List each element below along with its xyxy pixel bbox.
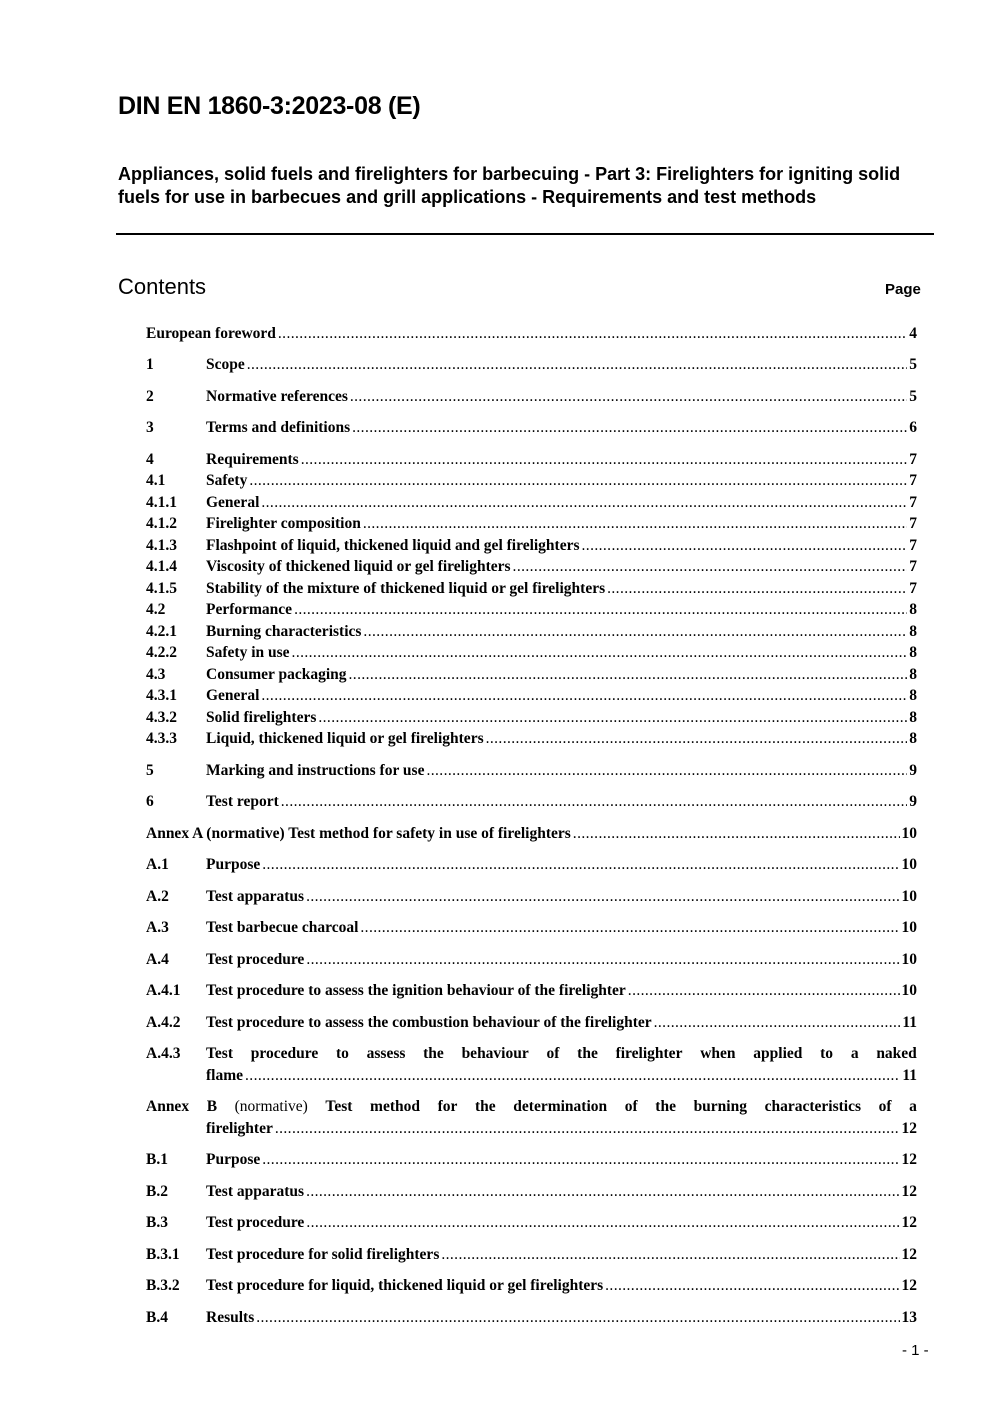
toc-entry-page: 8 (909, 623, 917, 640)
toc-entry-label: Scope (206, 356, 245, 373)
toc-entry-page: 7 (909, 451, 917, 468)
dot-leader (360, 918, 899, 938)
toc-entry-page: 10 (901, 951, 917, 968)
dot-leader (628, 981, 900, 1001)
toc-entry-a-4-3-continued[interactable] (146, 1066, 917, 1086)
word: method (370, 1098, 420, 1115)
toc-entry-number: A.4.3 (146, 1045, 181, 1062)
toc-entry-4-3-1[interactable] (146, 686, 917, 706)
toc-entry-4-1-2[interactable] (146, 514, 917, 534)
toc-entry-page: 13 (901, 1309, 917, 1326)
dot-leader (350, 387, 907, 407)
toc-entry-page: 11 (902, 1014, 917, 1031)
toc-entry-4-2-2[interactable] (146, 643, 917, 663)
dot-leader (486, 729, 908, 749)
toc-entry-label-line1 (206, 1044, 917, 1064)
toc-entry-number: A.3 (146, 919, 169, 936)
toc-entry-4-3-2[interactable] (146, 708, 917, 728)
word: behaviour (461, 1045, 529, 1062)
toc-entry-page: 8 (909, 709, 917, 726)
toc-entry-label: General (206, 687, 260, 704)
dot-leader (261, 493, 907, 513)
dot-leader (318, 708, 907, 728)
toc-entry-number: 4.1.2 (146, 515, 177, 532)
toc-entry-label: General (206, 494, 260, 511)
dot-leader (281, 792, 907, 812)
toc-entry-page: 10 (901, 888, 917, 905)
word: a (850, 1045, 859, 1062)
toc-entry-foreword[interactable] (146, 324, 917, 344)
toc-entry-label: Test procedure to assess the combustion behaviour of the firelighter (206, 1014, 652, 1031)
toc-entry-label: Annex A (normative) Test method for safety in use of firelighters (146, 825, 571, 842)
toc-entry-page: 5 (909, 356, 917, 373)
word: firelighter (615, 1045, 683, 1062)
word: Test (325, 1098, 353, 1115)
toc-entry-4-3-3[interactable] (146, 729, 917, 749)
toc-entry-5[interactable] (146, 761, 917, 781)
title-divider (116, 233, 934, 235)
toc-entry-b-3-2[interactable] (146, 1276, 917, 1296)
toc-entry-label: Test procedure to assess the ignition behaviour of the firelighter (206, 982, 626, 999)
toc-entry-label: Burning characteristics (206, 623, 362, 640)
toc-entry-number: 4.1.3 (146, 537, 177, 554)
toc-entry-page: 12 (901, 1183, 917, 1200)
toc-entry-page: 7 (909, 472, 917, 489)
toc-entry-4-1-5[interactable] (146, 579, 917, 599)
toc-entry-b-4[interactable] (146, 1308, 917, 1328)
toc-entry-page: 12 (901, 1151, 917, 1168)
toc-entry-a-2[interactable] (146, 887, 917, 907)
toc-entry-number: 4.3.1 (146, 687, 177, 704)
dot-leader (513, 557, 908, 577)
toc-entry-1[interactable] (146, 355, 917, 375)
toc-entry-number: A.4 (146, 951, 169, 968)
toc-entry-6[interactable] (146, 792, 917, 812)
toc-entry-number: 4.3.3 (146, 730, 177, 747)
toc-entry-number: A.4.1 (146, 982, 181, 999)
page-column-heading: Page (885, 281, 921, 298)
toc-entry-page: 9 (909, 762, 917, 779)
toc-entry-label: European foreword (146, 325, 276, 342)
toc-entry-label: Firelighter composition (206, 515, 361, 532)
word: naked (876, 1045, 917, 1062)
word: a (909, 1098, 917, 1115)
toc-entry-number: B.3 (146, 1214, 168, 1231)
word: procedure (250, 1045, 319, 1062)
dot-leader (275, 1119, 900, 1139)
dot-leader (292, 643, 908, 663)
toc-entry-label: Normative references (206, 388, 348, 405)
toc-entry-number: B.2 (146, 1183, 168, 1200)
toc-entry-annex-b[interactable] (146, 1097, 917, 1117)
word: the (655, 1098, 676, 1115)
dot-leader (363, 622, 907, 642)
toc-entry-label: Performance (206, 601, 293, 618)
toc-entry-page: 10 (901, 982, 917, 999)
page-number: - 1 - (902, 1342, 929, 1359)
toc-entry-page: 8 (909, 666, 917, 683)
toc-entry-4-1-4[interactable] (146, 557, 917, 577)
toc-entry-page: 4 (909, 325, 917, 342)
toc-entry-number: 2 (146, 388, 154, 405)
word: of (878, 1098, 892, 1115)
toc-entry-number: A.4.2 (146, 1014, 181, 1031)
toc-entry-label: Test procedure for solid firelighters (206, 1246, 440, 1263)
word: to (335, 1045, 349, 1062)
dot-leader (352, 418, 907, 438)
document-id: DIN EN 1860-3:2023-08 (E) (118, 92, 421, 120)
toc-entry-number: B.1 (146, 1151, 168, 1168)
toc-entry-a-4-1[interactable] (146, 981, 917, 1001)
toc-entry-page: 12 (901, 1277, 917, 1294)
toc-entry-label: Test procedure for liquid, thickened liquid or gel firelighters (206, 1277, 604, 1294)
toc-entry-annex-a[interactable] (146, 824, 917, 844)
toc-entry-label: Test apparatus (206, 888, 305, 905)
toc-entry-4-2-1[interactable] (146, 622, 917, 642)
toc-entry-number: 4.1.1 (146, 494, 177, 511)
toc-entry-label: Safety (206, 472, 248, 489)
toc-entry-page: 6 (909, 419, 917, 436)
toc-entry-a-4-3[interactable] (146, 1044, 917, 1064)
toc-entry-label: Solid firelighters (206, 709, 317, 726)
toc-entry-page: 12 (901, 1214, 917, 1231)
dot-leader (605, 1276, 899, 1296)
toc-entry-page: 8 (909, 644, 917, 661)
word: the (423, 1045, 444, 1062)
dot-leader (582, 536, 908, 556)
toc-entry-a-4-2[interactable] (146, 1013, 917, 1033)
toc-entry-3[interactable] (146, 418, 917, 438)
toc-entry-number: A.2 (146, 888, 169, 905)
toc-entry-label: Test procedure (206, 951, 305, 968)
dot-leader (654, 1013, 901, 1033)
toc-entry-label: Purpose (206, 1151, 261, 1168)
word: (normative) (234, 1098, 308, 1115)
word: Test (206, 1045, 233, 1062)
toc-entry-label: firelighter (206, 1120, 273, 1137)
toc-entry-page: 10 (901, 919, 917, 936)
dot-leader (426, 761, 907, 781)
toc-entry-label: Terms and definitions (206, 419, 351, 436)
toc-entry-page: 7 (909, 494, 917, 511)
toc-entry-4-1-3[interactable] (146, 536, 917, 556)
toc-entry-number: 4.2.2 (146, 644, 177, 661)
toc-entry-4[interactable] (146, 450, 917, 470)
toc-entry-page: 11 (902, 1067, 917, 1084)
toc-entry-page: 12 (901, 1120, 917, 1137)
toc-entry-page: 9 (909, 793, 917, 810)
toc-entry-page: 8 (909, 601, 917, 618)
dot-leader (306, 887, 899, 907)
toc-entry-label: Marking and instructions for use (206, 762, 425, 779)
toc-entry-a-1[interactable] (146, 855, 917, 875)
toc-entry-page: 10 (901, 825, 917, 842)
dot-leader (349, 665, 908, 685)
toc-entry-b-1[interactable] (146, 1150, 917, 1170)
dot-leader (262, 855, 899, 875)
toc-entry-b-3[interactable] (146, 1213, 917, 1233)
toc-entry-number: B.4 (146, 1309, 168, 1326)
word: when (700, 1045, 736, 1062)
document-title: Appliances, solid fuels and firelighters for barbecuing - Part 3: Firelighters for igniting solid fuels for use in barbecues and grill applications - Requirements and test methods (118, 164, 901, 207)
word: B (206, 1098, 218, 1115)
toc-entry-annex-b-continued[interactable] (146, 1119, 917, 1139)
dot-leader (441, 1245, 899, 1265)
toc-entry-number: 4.1.4 (146, 558, 177, 575)
word: determination (513, 1098, 608, 1115)
toc-entry-number: 5 (146, 762, 154, 779)
toc-entry-number: 6 (146, 793, 154, 810)
toc-entry-number: 4.2 (146, 601, 166, 618)
dot-leader (247, 355, 908, 375)
toc-entry-page: 7 (909, 537, 917, 554)
dot-leader (363, 514, 907, 534)
dot-leader (262, 1150, 899, 1170)
toc-entry-number: 3 (146, 419, 154, 436)
toc-entry-label-line1 (146, 1097, 917, 1117)
dot-leader (306, 1213, 899, 1233)
dot-leader (256, 1308, 899, 1328)
toc-entry-label: Stability of the mixture of thickened liquid or gel firelighters (206, 580, 606, 597)
toc-entry-number: 1 (146, 356, 154, 373)
toc-entry-number: B.3.2 (146, 1277, 180, 1294)
dot-leader (573, 824, 900, 844)
toc-entry-label: Requirements (206, 451, 299, 468)
toc-entry-a-4[interactable] (146, 950, 917, 970)
toc-entry-2[interactable] (146, 387, 917, 407)
toc-entry-number: 4.3.2 (146, 709, 177, 726)
word: characteristics (764, 1098, 861, 1115)
toc-entry-page: 8 (909, 730, 917, 747)
toc-entry-b-3-1[interactable] (146, 1245, 917, 1265)
toc-entry-a-3[interactable] (146, 918, 917, 938)
toc-entry-page: 5 (909, 388, 917, 405)
toc-entry-label: Liquid, thickened liquid or gel firelighters (206, 730, 484, 747)
toc-entry-number: 4.2.1 (146, 623, 177, 640)
word: of (546, 1045, 560, 1062)
dot-leader (261, 686, 907, 706)
toc-entry-label: Safety in use (206, 644, 290, 661)
dot-leader (278, 324, 907, 344)
toc-entry-4-1[interactable] (146, 471, 917, 491)
toc-entry-b-2[interactable] (146, 1182, 917, 1202)
word: assess (366, 1045, 406, 1062)
dot-leader (607, 579, 907, 599)
word: burning (693, 1098, 747, 1115)
dot-leader (294, 600, 907, 620)
toc-entry-page: 10 (901, 856, 917, 873)
toc-entry-number: B.3.1 (146, 1246, 180, 1263)
word: the (577, 1045, 598, 1062)
toc-entry-label: flame (206, 1067, 244, 1084)
toc-entry-label: Purpose (206, 856, 261, 873)
toc-entry-number: 4.1 (146, 472, 166, 489)
toc-entry-4-1-1[interactable] (146, 493, 917, 513)
toc-entry-label: Flashpoint of liquid, thickened liquid and gel firelighters (206, 537, 580, 554)
toc-entry-page: 7 (909, 558, 917, 575)
toc-entry-label: Results (206, 1309, 255, 1326)
toc-entry-number: 4.1.5 (146, 580, 177, 597)
word: the (475, 1098, 496, 1115)
toc-entry-label: Test procedure (206, 1214, 305, 1231)
dot-leader (301, 450, 908, 470)
toc-entry-label: Consumer packaging (206, 666, 347, 683)
toc-entry-number: 4 (146, 451, 154, 468)
toc-entry-page: 7 (909, 580, 917, 597)
dot-leader (306, 1182, 899, 1202)
word: for (437, 1098, 458, 1115)
toc-entry-label: Viscosity of thickened liquid or gel firelighters (206, 558, 511, 575)
toc-entry-4-3[interactable] (146, 665, 917, 685)
toc-entry-page: 8 (909, 687, 917, 704)
toc-entry-page: 12 (901, 1246, 917, 1263)
toc-entry-label: Test report (206, 793, 279, 810)
word: Annex (146, 1098, 190, 1115)
toc-entry-page: 7 (909, 515, 917, 532)
word: to (820, 1045, 834, 1062)
toc-entry-label: Test apparatus (206, 1183, 305, 1200)
contents-heading: Contents (118, 274, 207, 299)
toc-entry-4-2[interactable] (146, 600, 917, 620)
toc-entry-label: Test barbecue charcoal (206, 919, 359, 936)
dot-leader (306, 950, 899, 970)
toc-entry-number: 4.3 (146, 666, 166, 683)
word: of (624, 1098, 638, 1115)
toc-entry-number: A.1 (146, 856, 169, 873)
dot-leader (249, 471, 907, 491)
word: applied (753, 1045, 803, 1062)
dot-leader (245, 1066, 900, 1086)
